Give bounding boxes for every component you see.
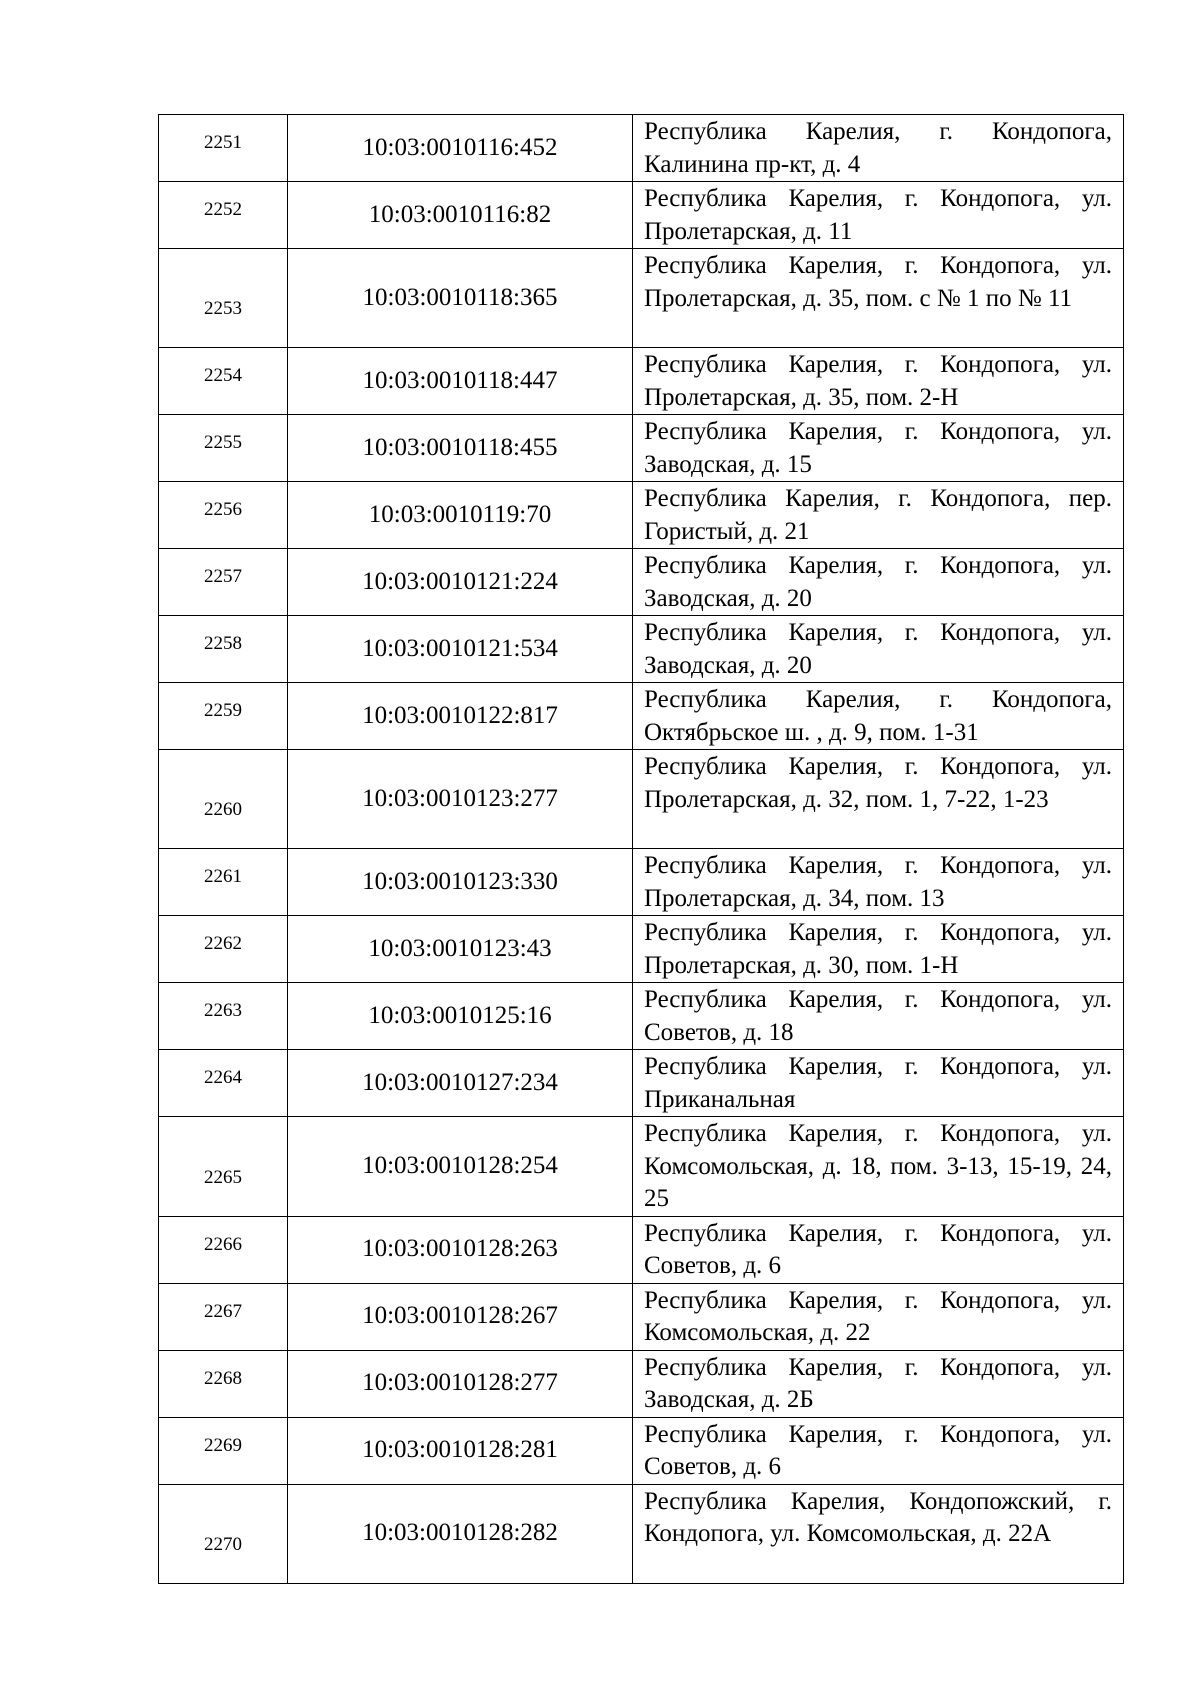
cadastral-number: 10:03:0010128:281 xyxy=(288,1417,633,1484)
row-number: 2268 xyxy=(159,1350,288,1417)
address: Республика Карелия, г. Кондопога, Октябрьское ш. , д. 9, пом. 1-31 xyxy=(633,683,1124,750)
address: Республика Карелия, г. Кондопога, ул. Пролетарская, д. 35, пом. с № 1 по № 11 xyxy=(633,249,1124,348)
cadastral-number: 10:03:0010118:365 xyxy=(288,249,633,348)
table-row xyxy=(159,849,1124,916)
row-number: 2252 xyxy=(159,182,288,249)
row-number: 2270 xyxy=(159,1484,288,1583)
cadastral-number: 10:03:0010128:254 xyxy=(288,1117,633,1217)
row-number: 2266 xyxy=(159,1216,288,1283)
table-row xyxy=(159,1350,1124,1417)
cadastral-number: 10:03:0010128:282 xyxy=(288,1484,633,1583)
table-row xyxy=(159,683,1124,750)
cadastral-number: 10:03:0010127:234 xyxy=(288,1050,633,1117)
row-number: 2265 xyxy=(159,1117,288,1217)
cadastral-number: 10:03:0010118:455 xyxy=(288,415,633,482)
cadastral-number: 10:03:0010123:43 xyxy=(288,916,633,983)
row-number: 2258 xyxy=(159,616,288,683)
address: Республика Карелия, г. Кондопога, ул. Заводская, д. 2Б xyxy=(633,1350,1124,1417)
table-row xyxy=(159,348,1124,415)
table-row xyxy=(159,616,1124,683)
address: Республика Карелия, г. Кондопога, ул. Заводская, д. 15 xyxy=(633,415,1124,482)
table-row xyxy=(159,916,1124,983)
row-number: 2257 xyxy=(159,549,288,616)
table-row xyxy=(159,249,1124,348)
address: Республика Карелия, г. Кондопога, ул. Пролетарская, д. 32, пом. 1, 7-22, 1-23 xyxy=(633,750,1124,849)
table-row xyxy=(159,115,1124,182)
table-row xyxy=(159,1050,1124,1117)
table-row xyxy=(159,1216,1124,1283)
row-number: 2251 xyxy=(159,115,288,182)
address: Республика Карелия, г. Кондопога, ул. Комсомольская, д. 18, пом. 3-13, 15-19, 24, 25 xyxy=(633,1117,1124,1217)
cadastral-number: 10:03:0010119:70 xyxy=(288,482,633,549)
row-number: 2256 xyxy=(159,482,288,549)
cadastral-number: 10:03:0010122:817 xyxy=(288,683,633,750)
address: Республика Карелия, г. Кондопога, пер. Гористый, д. 21 xyxy=(633,482,1124,549)
table-body xyxy=(159,115,1124,1584)
cadastral-number: 10:03:0010116:82 xyxy=(288,182,633,249)
row-number: 2261 xyxy=(159,849,288,916)
row-number: 2262 xyxy=(159,916,288,983)
row-number: 2260 xyxy=(159,750,288,849)
row-number: 2263 xyxy=(159,983,288,1050)
table-row xyxy=(159,482,1124,549)
cadastral-number: 10:03:0010121:534 xyxy=(288,616,633,683)
address: Республика Карелия, г. Кондопога, ул. Советов, д. 6 xyxy=(633,1417,1124,1484)
row-number: 2267 xyxy=(159,1283,288,1350)
address: Республика Карелия, г. Кондопога, ул. Пролетарская, д. 11 xyxy=(633,182,1124,249)
cadastral-number: 10:03:0010118:447 xyxy=(288,348,633,415)
cadastral-number: 10:03:0010125:16 xyxy=(288,983,633,1050)
row-number: 2264 xyxy=(159,1050,288,1117)
table-row xyxy=(159,549,1124,616)
property-registry-table xyxy=(158,114,1124,1584)
address: Республика Карелия, г. Кондопога, ул. Пролетарская, д. 30, пом. 1-Н xyxy=(633,916,1124,983)
table-row xyxy=(159,182,1124,249)
cadastral-number: 10:03:0010128:263 xyxy=(288,1216,633,1283)
cadastral-number: 10:03:0010128:277 xyxy=(288,1350,633,1417)
address: Республика Карелия, г. Кондопога, ул. Пролетарская, д. 34, пом. 13 xyxy=(633,849,1124,916)
row-number: 2253 xyxy=(159,249,288,348)
row-number: 2259 xyxy=(159,683,288,750)
table-row xyxy=(159,750,1124,849)
table-row xyxy=(159,1117,1124,1217)
table-row xyxy=(159,1283,1124,1350)
table-row xyxy=(159,1417,1124,1484)
address: Республика Карелия, г. Кондопога, ул. Приканальная xyxy=(633,1050,1124,1117)
address: Республика Карелия, г. Кондопога, Калинина пр-кт, д. 4 xyxy=(633,115,1124,182)
cadastral-number: 10:03:0010123:277 xyxy=(288,750,633,849)
address: Республика Карелия, Кондопожский, г. Кондопога, ул. Комсомольская, д. 22А xyxy=(633,1484,1124,1583)
address: Республика Карелия, г. Кондопога, ул. Комсомольская, д. 22 xyxy=(633,1283,1124,1350)
address: Республика Карелия, г. Кондопога, ул. Заводская, д. 20 xyxy=(633,549,1124,616)
row-number: 2254 xyxy=(159,348,288,415)
row-number: 2255 xyxy=(159,415,288,482)
cadastral-number: 10:03:0010121:224 xyxy=(288,549,633,616)
cadastral-number: 10:03:0010128:267 xyxy=(288,1283,633,1350)
cadastral-number: 10:03:0010123:330 xyxy=(288,849,633,916)
row-number: 2269 xyxy=(159,1417,288,1484)
address: Республика Карелия, г. Кондопога, ул. Заводская, д. 20 xyxy=(633,616,1124,683)
address: Республика Карелия, г. Кондопога, ул. Пролетарская, д. 35, пом. 2-Н xyxy=(633,348,1124,415)
cadastral-number: 10:03:0010116:452 xyxy=(288,115,633,182)
table-row xyxy=(159,1484,1124,1583)
table-row xyxy=(159,415,1124,482)
address: Республика Карелия, г. Кондопога, ул. Советов, д. 6 xyxy=(633,1216,1124,1283)
address: Республика Карелия, г. Кондопога, ул. Советов, д. 18 xyxy=(633,983,1124,1050)
table-row xyxy=(159,983,1124,1050)
